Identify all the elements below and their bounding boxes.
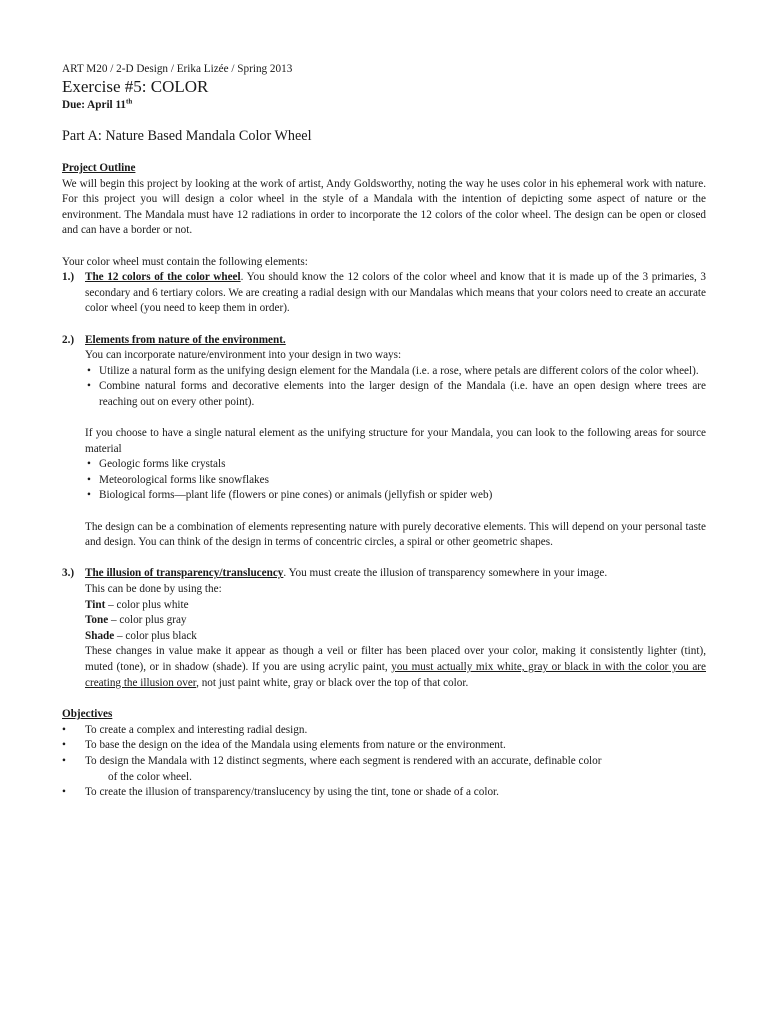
project-outline-text: We will begin this project by looking at the work of artist, Andy Goldsworthy, noting the way he uses color in his ephemeral work with nature. For this project you will design a color wheel in the style of a Mandala with the intention of depicting some aspect of nature or the environment. The Mandala must have 12 radiations in order to incorporate the 12 colors of the color wheel. The design can be open or closed and can have a border or not. [62, 177, 706, 237]
objectives-heading: Objectives [62, 708, 113, 721]
item-3-underlined-text: you must actually mix white, gray or black in with the color you are creating the illusion over [85, 661, 707, 689]
item-2-heading: Elements from nature of the environment. [85, 333, 286, 346]
exercise-title: Exercise #5: COLOR [62, 77, 209, 96]
list-item: • Biological forms—plant life (flowers or pine cones) or animals (jellyfish or spider web) [62, 488, 706, 504]
item-2 [62, 333, 706, 364]
item-3 [62, 566, 706, 691]
item-3-number: 3.) [62, 567, 75, 580]
bullet-icon: • [62, 723, 66, 736]
list-item: • Meteorological forms like snowflakes [62, 473, 706, 489]
bullet-icon: • [87, 380, 91, 393]
due-label: Due: April 11 [62, 99, 127, 111]
item-2-number: 2.) [62, 333, 75, 346]
item-3-para: These changes in value make it appear as though a veil or filter has been placed over your color, making it consistently lighter (tint), muted (tone), or in shadow (shade). If you are using acrylic paint, you must actually mix white, gray or black in with the color you are creating the illusion over, not just paint white, gray or black over the top of that color. [85, 645, 707, 689]
bullet-icon: • [87, 489, 91, 502]
bullet-icon: • [62, 739, 66, 752]
item-1-text: . You should know the 12 colors of the color wheel and know that it is made up of the 3 primaries, 3 secondary and 6 tertiary colors. We are creating a radial design with our Mandalas which means that your colors need to create an accurate color wheel (you need to keep them in order). [85, 271, 706, 315]
item-1-heading: The 12 colors of the color wheel [85, 271, 241, 284]
tint-label: Tint [85, 598, 106, 611]
bullet-icon: • [62, 754, 66, 767]
shade-text: – color plus black [114, 629, 197, 642]
list-item: • To design the Mandala with 12 distinct segments, where each segment is rendered with an accurate, definable color of the color wheel. [62, 754, 706, 785]
due-date [62, 98, 706, 112]
item-1 [62, 270, 706, 317]
course-line: ART M20 / 2-D Design / Erika Lizée / Spring 2013 [62, 63, 293, 75]
item-2-intro: You can incorporate nature/environment into your design in two ways: [85, 349, 402, 362]
list-item: • To base the design on the idea of the Mandala using elements from nature or the environment. [62, 738, 706, 754]
item-3-text: . You must create the illusion of transparency somewhere in your image. [283, 567, 608, 580]
tone-text: – color plus gray [108, 614, 187, 627]
list-item: • Utilize a natural form as the unifying design element for the Mandala (i.e. a rose, where petals are different colors of the color wheel). [62, 364, 706, 380]
bullet-icon: • [87, 364, 91, 377]
item-3-done-by: This can be done by using the: [85, 583, 222, 596]
elements-intro: Your color wheel must contain the following elements: [62, 255, 308, 268]
list-item: • To create the illusion of transparency/translucency by using the tint, tone or shade of a color. [62, 785, 706, 801]
project-outline-heading: Project Outline [62, 162, 136, 174]
item-2-para2: If you choose to have a single natural element as the unifying structure for your Mandala, you can look to the following areas for source material [85, 427, 706, 455]
tone-label: Tone [85, 614, 109, 627]
document-page [62, 62, 706, 801]
item-3-heading: The illusion of transparency/translucency [85, 567, 284, 580]
objective-continuation: of the color wheel. [108, 770, 192, 783]
tint-text: – color plus white [105, 598, 189, 611]
bullet-icon: • [87, 458, 91, 471]
list-item: • Geologic forms like crystals [62, 457, 706, 473]
bullet-icon: • [62, 786, 66, 799]
list-item: • To create a complex and interesting radial design. [62, 723, 706, 739]
due-suffix: th [126, 97, 133, 106]
item-1-number: 1.) [62, 271, 75, 284]
part-a-title: Part A: Nature Based Mandala Color Wheel [62, 128, 312, 144]
shade-label: Shade [85, 629, 115, 642]
bullet-icon: • [87, 473, 91, 486]
list-item: • Combine natural forms and decorative elements into the larger design of the Mandala (i.e. have an open design where trees are reaching out on every other point). [87, 380, 706, 408]
item-2-para3: The design can be a combination of elements representing nature with purely decorative elements. This will depend on your personal taste and design. You can think of the design in terms of concentric circles, a spiral or other geometric shapes. [85, 520, 706, 549]
